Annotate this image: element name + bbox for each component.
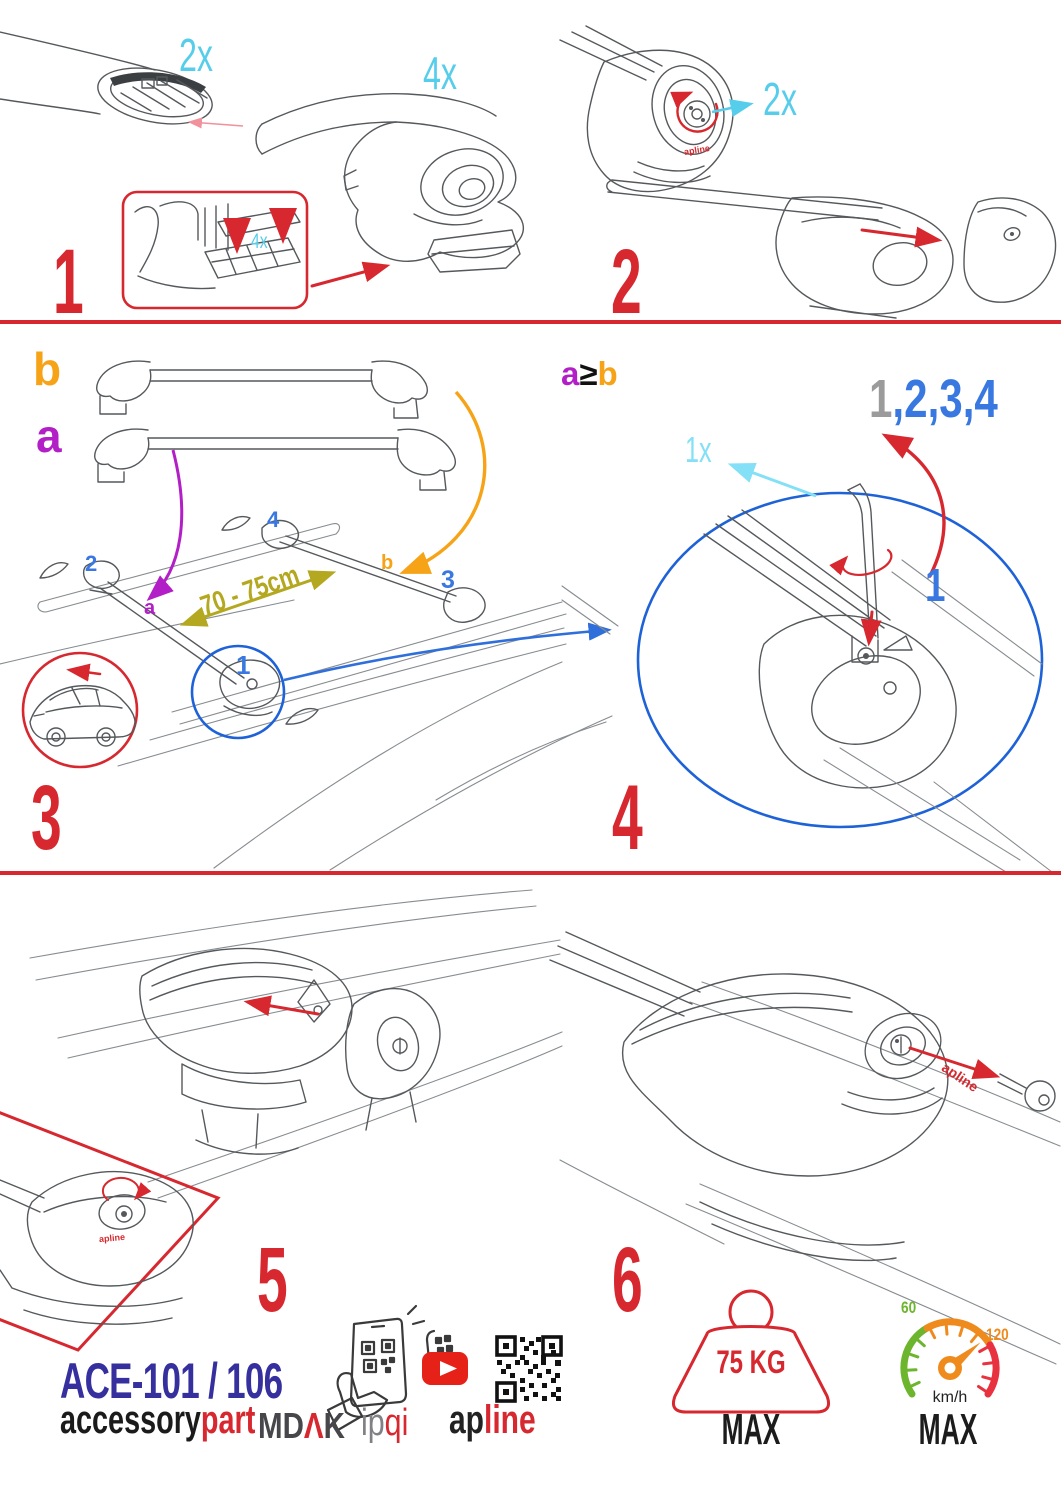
step3-number: 3 xyxy=(31,767,60,869)
step1-foot-qty: 4x xyxy=(423,47,458,99)
speed-120-label: 120 xyxy=(986,1325,1009,1344)
step4-key-arrow xyxy=(732,465,816,496)
speed-60-label: 60 xyxy=(901,1298,917,1317)
step1-fit-arrow xyxy=(312,266,386,286)
step3-position-a: a xyxy=(144,597,156,619)
step5-lock-inset xyxy=(0,1058,218,1350)
step3-position-1: 1 xyxy=(236,650,251,680)
step1-foot-drawing xyxy=(256,94,523,272)
mdak-lambda: Λ xyxy=(303,1405,324,1446)
step4-key-qty: 1x xyxy=(685,429,712,470)
mdak-k: K xyxy=(323,1405,345,1446)
step6-apline-logo: apline xyxy=(938,1059,982,1095)
brand-accessory: accessory xyxy=(60,1398,201,1442)
sequence-first: 1 xyxy=(869,369,893,429)
step1-insert-arrow xyxy=(190,122,243,126)
step3-position-2: 2 xyxy=(85,551,98,576)
step3-bar-b-arrow xyxy=(404,392,485,572)
step1-bar-qty: 2x xyxy=(179,29,214,81)
product-model: ACE-101 / 106 xyxy=(60,1353,283,1409)
sequence-rest: ,2,3,4 xyxy=(892,369,998,429)
divider-top xyxy=(0,320,1061,324)
max-load-label: MAX xyxy=(721,1405,781,1454)
step4-position-1: 1 xyxy=(925,559,946,611)
apline-ap: ap xyxy=(449,1398,485,1442)
mdak-logo xyxy=(258,1405,345,1446)
step3-label-a: a xyxy=(36,410,62,462)
step5-drawing xyxy=(30,890,562,1198)
step3-to-step4-arrow xyxy=(284,630,608,680)
step4-condition xyxy=(561,357,618,390)
step3-car-inset xyxy=(23,653,137,767)
apline-line: line xyxy=(484,1398,536,1442)
step3-label-b: b xyxy=(33,343,62,395)
step3-position-3: 3 xyxy=(441,566,455,594)
condition-op: ≥ xyxy=(579,355,598,392)
step1-pad-inset xyxy=(123,192,307,308)
step3-bar-b-drawing xyxy=(97,361,427,418)
step4-number: 4 xyxy=(612,767,641,869)
step2-lock-foot-drawing xyxy=(560,26,734,192)
step4-tighten-sequence xyxy=(869,369,998,429)
max-speed-icon xyxy=(904,1322,996,1394)
step3-bar-a-arrow xyxy=(150,450,182,598)
step3-spacing-measure: 70 - 75cm xyxy=(196,558,303,622)
youtube-icon xyxy=(422,1352,468,1385)
step5-number: 5 xyxy=(257,1229,286,1331)
brand-part: part xyxy=(200,1398,256,1442)
ipqi-ip: ip xyxy=(361,1402,385,1444)
step2-apline-logo: apline xyxy=(683,143,711,157)
step2-number: 2 xyxy=(611,231,640,333)
step2-endcap-drawing xyxy=(607,180,1056,318)
step2-lock-qty: 2x xyxy=(763,73,798,125)
qr-code xyxy=(497,1337,561,1401)
step3-bar-a-drawing xyxy=(95,429,455,490)
step1-number: 1 xyxy=(53,231,82,333)
accessorypart-logo xyxy=(60,1400,255,1440)
apline-logo xyxy=(449,1400,536,1440)
step3-position-4: 4 xyxy=(267,507,280,532)
step3-position-b: b xyxy=(381,552,394,574)
condition-a: a xyxy=(561,355,580,392)
mdak-md: MD xyxy=(258,1405,304,1446)
ipqi-qi: qi xyxy=(384,1402,409,1444)
max-load-value: 75 KG xyxy=(716,1344,786,1380)
condition-b: b xyxy=(597,355,618,392)
ipqi-logo xyxy=(361,1404,408,1442)
max-speed-label: MAX xyxy=(918,1405,978,1454)
speed-unit-label: km/h xyxy=(932,1389,968,1406)
step6-number: 6 xyxy=(612,1229,641,1331)
step5-apline-logo: apline xyxy=(98,1231,126,1245)
step1-pad-qty: 4x xyxy=(251,230,268,253)
divider-bottom xyxy=(0,871,1061,875)
